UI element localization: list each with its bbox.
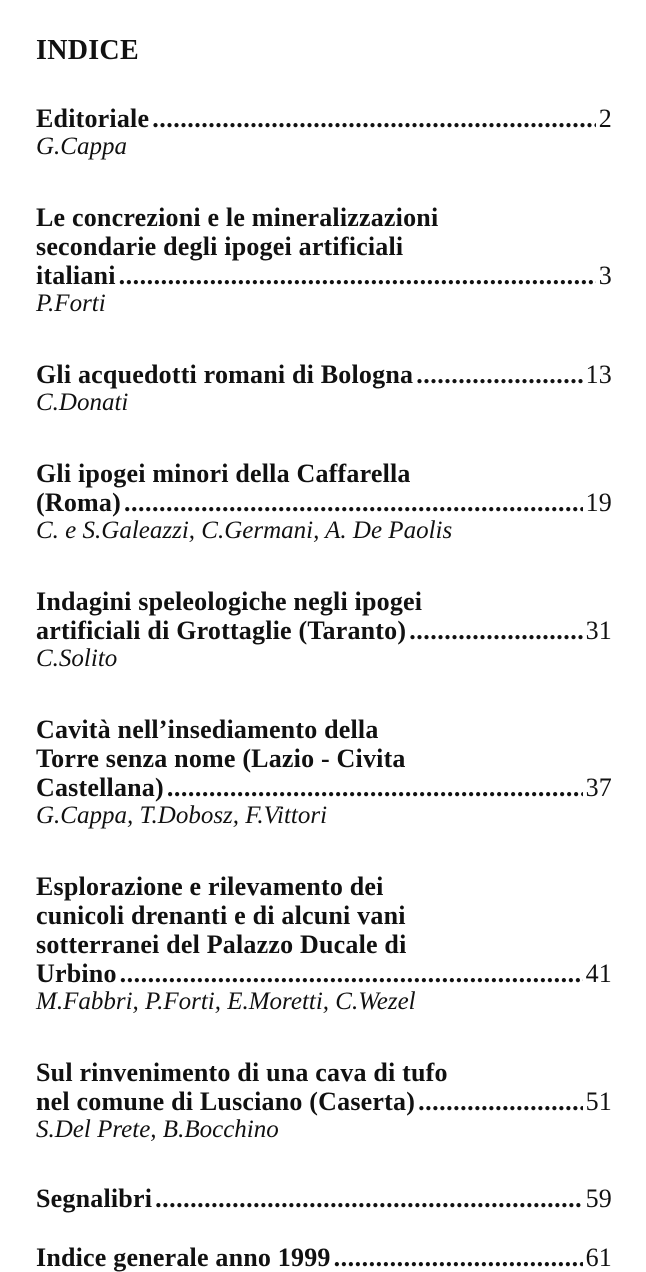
entry-title xyxy=(36,587,612,645)
entry-page-number: 19 xyxy=(585,488,612,517)
entry-authors: M.Fabbri, P.Forti, E.Moretti, C.Wezel xyxy=(36,988,416,1015)
toc-heading: INDICE xyxy=(36,35,139,66)
entry-authors: C.Donati xyxy=(36,389,129,416)
entry-title xyxy=(36,104,612,133)
entry-title xyxy=(36,1058,612,1116)
entry-page-number: 31 xyxy=(585,616,612,645)
dot-leader xyxy=(416,360,582,389)
entry-title-line: Indagini speleologiche negli ipogei xyxy=(36,587,423,616)
entry-page-number: 37 xyxy=(585,773,612,802)
entry-page-number: 13 xyxy=(585,360,612,389)
entry-title xyxy=(36,203,612,290)
entry-title-line: Le concrezioni e le mineralizzazioni xyxy=(36,203,439,232)
entry-authors: G.Cappa xyxy=(36,133,127,160)
entry-title xyxy=(36,1184,612,1213)
entry-title-line: (Roma) xyxy=(36,488,121,517)
entry-page-number: 61 xyxy=(585,1243,612,1272)
table-of-contents xyxy=(36,34,612,1272)
entry-title-line: Torre senza nome (Lazio - Civita xyxy=(36,744,406,773)
dot-leader xyxy=(155,1184,582,1213)
toc-entry xyxy=(36,104,612,161)
entry-page-number: 2 xyxy=(598,104,612,133)
toc-entry xyxy=(36,203,612,318)
dot-leader xyxy=(120,959,583,988)
entry-title xyxy=(36,459,612,517)
entry-title xyxy=(36,360,612,389)
entry-authors: C. e S.Galeazzi, C.Germani, A. De Paolis xyxy=(36,517,453,544)
toc-entry xyxy=(36,1184,612,1213)
entry-page-number: 51 xyxy=(585,1087,612,1116)
entry-title-line: nel comune di Lusciano (Caserta) xyxy=(36,1087,416,1116)
entry-title-line: Indice generale anno 1999 xyxy=(36,1243,331,1272)
entry-page-number: 3 xyxy=(598,261,612,290)
entry-title-line: artificiali di Grottaglie (Taranto) xyxy=(36,616,407,645)
entry-title-line: Segnalibri xyxy=(36,1184,153,1213)
dot-leader xyxy=(409,616,582,645)
entry-authors: S.Del Prete, B.Bocchino xyxy=(36,1116,279,1143)
entry-title xyxy=(36,872,612,988)
entry-title-line: Cavità nell’insediamento della xyxy=(36,715,379,744)
dot-leader xyxy=(418,1087,583,1116)
entry-page-number: 59 xyxy=(585,1184,612,1213)
entry-authors: G.Cappa, T.Dobosz, F.Vittori xyxy=(36,802,328,829)
toc-entry xyxy=(36,872,612,1016)
toc-entry xyxy=(36,360,612,417)
toc-entry xyxy=(36,1243,612,1272)
dot-leader xyxy=(167,773,583,802)
entry-title-line: Castellana) xyxy=(36,773,164,802)
toc-entry xyxy=(36,1058,612,1144)
entry-title-line: secondarie degli ipogei artificiali xyxy=(36,232,404,261)
dot-leader xyxy=(124,488,583,517)
entry-title-line: Urbino xyxy=(36,959,117,988)
entry-title-line: Esplorazione e rilevamento dei xyxy=(36,872,384,901)
entry-title-line: Gli acquedotti romani di Bologna xyxy=(36,360,414,389)
entry-title-line: sotterranei del Palazzo Ducale di xyxy=(36,930,407,959)
entry-title-line: Editoriale xyxy=(36,104,150,133)
toc-entry xyxy=(36,715,612,830)
toc-entry xyxy=(36,587,612,673)
entry-title-line: cunicoli drenanti e di alcuni vani xyxy=(36,901,406,930)
entry-title xyxy=(36,1243,612,1272)
entry-title-line: Gli ipogei minori della Caffarella xyxy=(36,459,411,488)
entry-title-line: Sul rinvenimento di una cava di tufo xyxy=(36,1058,448,1087)
dot-leader xyxy=(334,1243,583,1272)
dot-leader xyxy=(152,104,596,133)
entry-title xyxy=(36,715,612,802)
toc-entry xyxy=(36,459,612,545)
entry-authors: P.Forti xyxy=(36,290,106,317)
dot-leader xyxy=(119,261,596,290)
entry-title-line: italiani xyxy=(36,261,116,290)
entry-authors: C.Solito xyxy=(36,645,118,672)
entry-page-number: 41 xyxy=(585,959,612,988)
